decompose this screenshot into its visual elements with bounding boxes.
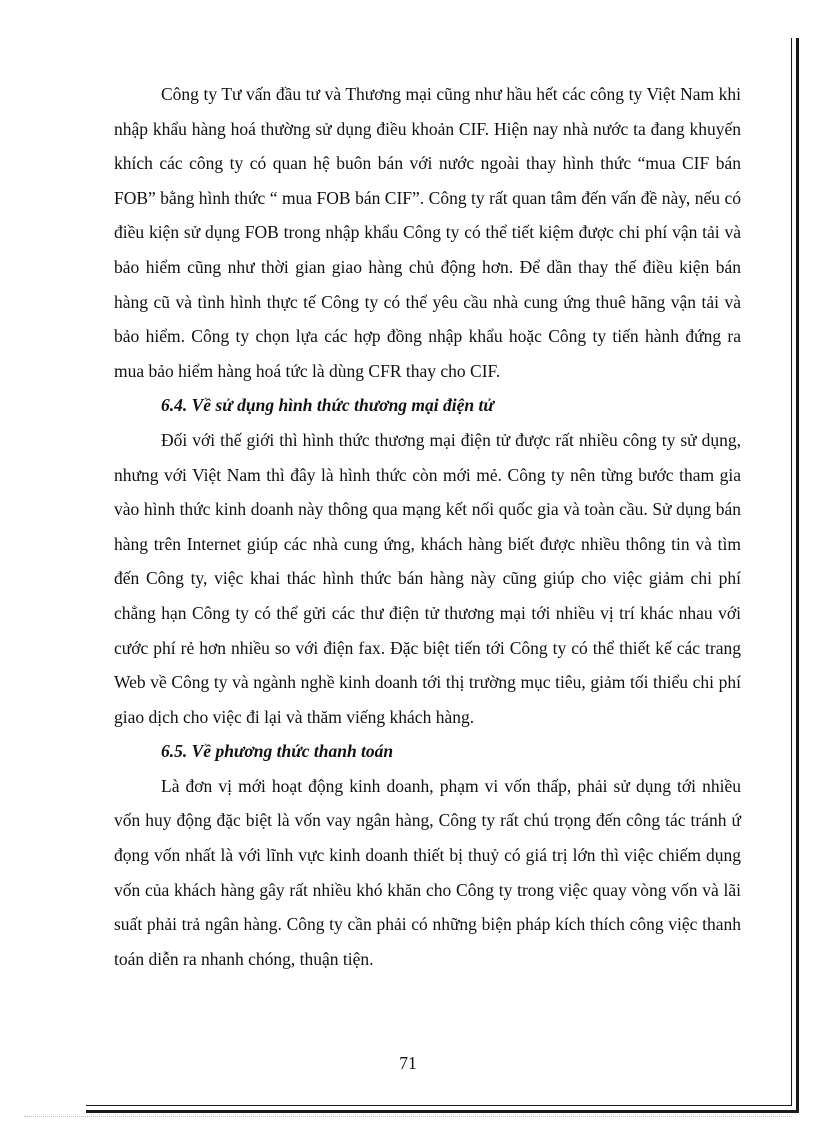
footer-divider — [24, 1116, 792, 1117]
heading-ecommerce: 6.4. Về sử dụng hình thức thương mại điện tử — [161, 395, 494, 416]
paragraph-payment: Là đơn vị mới hoạt động kinh doanh, phạm vi vốn thấp, phải sử dụng tới nhiều vốn huy động đặc biệt là vốn vay ngân hàng, Công ty rất chú trọng đến công tác tránh ứ đọng vốn nhất là với lĩnh vực kinh doanh thiết bị thuỷ có giá trị lớn thì việc chiếm dụng vốn của khách hàng gây rất nhiều khó khăn cho Công ty trong việc quay vòng vốn và lãi suất phải trả ngân hàng. Công ty cần phải có những biện pháp kích thích công việc thanh toán diễn ra nhanh chóng, thuận tiện. — [114, 775, 741, 969]
page-number: 71 — [399, 1053, 417, 1073]
document-body — [114, 77, 741, 976]
heading-payment: 6.5. Về phương thức thanh toán — [161, 741, 394, 762]
paragraph-ecommerce: Đối với thế giới thì hình thức thương mại điện tử được rất nhiều công ty sử dụng, nhưng với Việt Nam thì đây là hình thức còn mới mẻ. Công ty nên từng bước tham gia vào hình thức kinh doanh này thông qua mạng kết nối quốc gia và toàn cầu. Sử dụng bán hàng trên Internet giúp các nhà cung ứng, khách hàng biết được nhiều thông tin và tìm đến Công ty, việc khai thác hình thức bán hàng này cũng giúp cho việc giảm chi phí chẳng hạn Công ty có thể gửi các thư điện tử thương mại tới nhiều vị trí khác nhau với cước phí rẻ hơn nhiều so với điện fax. Đặc biệt tiến tới Công ty có thể thiết kế các trang Web về Công ty và ngành nghề kinh doanh tới thị trường mục tiêu, giảm tối thiểu chi phí giao dịch cho việc đi lại và thăm viếng khách hàng. — [114, 429, 741, 727]
paragraph-cif-fob: Công ty Tư vấn đầu tư và Thương mại cũng như hầu hết các công ty Việt Nam khi nhập khẩu hàng hoá thường sử dụng điều khoản CIF. Hiện nay nhà nước ta đang khuyến khích các công ty có quan hệ buôn bán với nước ngoài thay hình thức “mua CIF bán FOB” bằng hình thức “ mua FOB bán CIF”. Công ty rất quan tâm đến vấn đề này, nếu có điều kiện sử dụng FOB trong nhập khẩu Công ty có thể tiết kiệm được chi phí vận tải và bảo hiểm cũng như thời gian giao hàng chủ động hơn. Để dần thay thế điều kiện bán hàng cũ và tình hình thực tế Công ty có thể yêu cầu nhà cung ứng thuê hãng vận tải và bảo hiểm. Công ty chọn lựa các hợp đồng nhập khẩu hoặc Công ty tiến hành đứng ra mua bảo hiểm hàng hoá tức là dùng CFR thay cho CIF. — [114, 84, 741, 381]
